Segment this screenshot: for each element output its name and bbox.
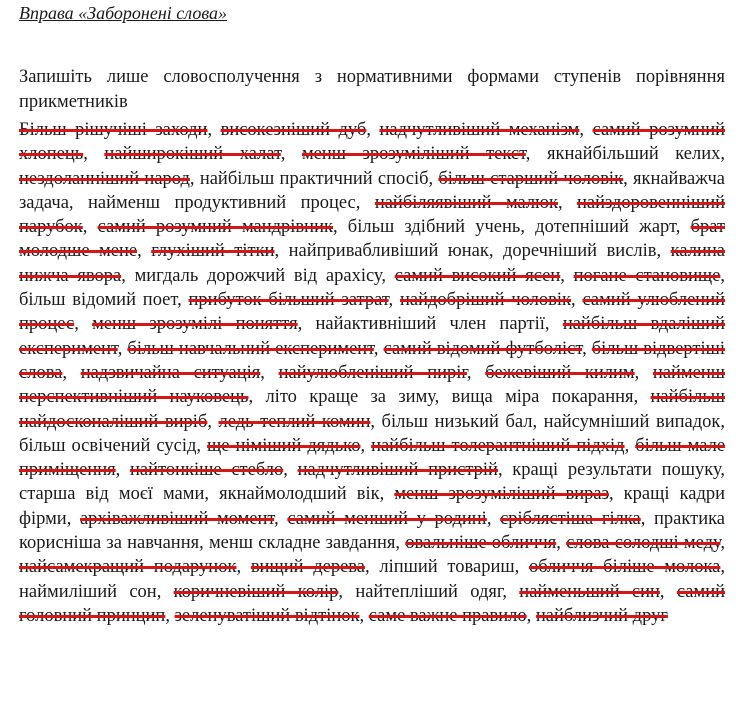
struck-phrase: ледь теплий комин: [218, 411, 371, 432]
struck-phrase: калина нижча явора: [19, 241, 725, 286]
struck-phrase: найтонкіше стебло: [130, 460, 284, 481]
struck-phrase: найздоровенніший парубок: [19, 192, 725, 238]
struck-phrase: самий розумний хлопець: [19, 120, 725, 165]
phrase: доречніший вислів: [503, 241, 657, 262]
phrase: дотепніший жарт: [535, 217, 676, 238]
struck-phrase: саме важне правило: [368, 605, 527, 626]
phrase: вища міра покарання: [451, 387, 634, 408]
phrase: більш низький бал: [381, 411, 533, 432]
struck-phrase: найбільш вдаліший експеримент: [19, 314, 726, 359]
struck-phrase: найулюбленіший пиріг: [278, 362, 467, 383]
struck-phrase: найбільш найдосконаліший виріб: [19, 387, 726, 432]
struck-phrase: більш старший чоловік: [438, 168, 624, 189]
phrase-list: Більш рішучіші заходи, високезніший дуб, надчутливіший механізм, самий розумний хлопець, найширокіший халат, менш зрозуміліший текст, якнайбільший келих, нездоланніший народ, найбільш практичний спосіб, більш старший чоловік, якнайважча задача, найменш продуктивний процес, найбіляявіший малюк, найздоровенніший парубок, самий розумний мандрівник, більш здібний учень, дотепніший жарт, брат молодше мене, глухіший тітки, найпривабливіший юнак, доречніший вислів, калина нижча явора, мигдаль дорожчий від арахісу, самий високий ясен, погане становище, більш відомий поет, прибуток більший затрат, найдобріший чоловік, самий улюблений процес, менш зрозумілі поняття, найактивніший член партії, найбільш вдаліший експеримент, більш навчальний експеримент, самий відомий футболіст, більш відвертіші слова, надзвичайна ситуація, найулюбленіший пиріг, бежевіший килим, найменш перспективніший науковець, літо краще за зиму, вища міра покарання, найбільш найдосконаліший виріб, ледь теплий комин, більш низький бал, найсумніший випадок, більш освічений сусід, ще німіший дядько, найбільш толерантніший підхід, більш мале приміщення, найтонкіше стебло, надчутливіший пристрій, кращі результати пошуку, старша від моєї мами, якнаймолодший вік, менш зрозуміліший вираз, кращі кадри фірми, архіважливіший момент, самий менший у родині, сріблястіша гілка, практика корисніша за навчання, менш складне завдання, овальніше обличчя, слова солодші меду, найсамекращий подарунок, вищий дерева, ліпший товариш, обличчя біліше молока, наймиліший сон, коричневіший колір, найтепліший одяг, найменьший син, самий головний принцип, зеленуватіший відтінок, саме важне правило, найблизчий друг: [19, 120, 726, 626]
phrase: найпривабливіший юнак: [288, 241, 489, 262]
struck-phrase: слова солодші меду: [566, 533, 721, 554]
struck-phrase: архіважливіший момент: [79, 508, 275, 529]
phrase: якнаймолодший вік: [219, 484, 380, 505]
struck-phrase: менш зрозуміліший вираз: [394, 484, 609, 505]
struck-phrase: найширокіший халат: [104, 144, 281, 165]
phrase: найтепліший одяг: [355, 581, 503, 602]
struck-phrase: самий головний принцип: [19, 581, 725, 626]
struck-phrase: найбільш толерантніший підхід: [371, 435, 625, 456]
struck-phrase: більш навчальний експеримент: [127, 338, 374, 359]
struck-phrase: обличчя біліше молока: [528, 557, 721, 578]
struck-phrase: менш зрозуміліший текст: [301, 144, 526, 165]
struck-phrase: надзвичайна ситуація: [80, 362, 261, 383]
exercise-title: Вправа «Заборонені слова»: [19, 3, 228, 23]
phrase: більш здібний учень: [347, 217, 521, 238]
struck-phrase: погане становище: [573, 265, 721, 286]
phrase: найсумніший випадок: [543, 411, 721, 432]
struck-phrase: самий улюблений процес: [19, 290, 726, 335]
phrase: найактивніший член партії: [315, 314, 545, 335]
phrase: найменш продуктивний процес: [87, 192, 356, 213]
struck-phrase: зеленуватіший відтінок: [174, 605, 360, 626]
phrase: мигдаль дорожчий від арахісу: [134, 265, 382, 286]
struck-phrase: глухіший тітки: [151, 241, 275, 262]
struck-phrase: надчутливіший механізм: [379, 120, 580, 140]
struck-phrase: найменьший син: [519, 581, 660, 602]
struck-phrase: ще німіший дядько: [207, 435, 361, 456]
struck-phrase: самий менший у родині: [287, 508, 487, 529]
struck-phrase: брат молодше мене: [19, 217, 726, 262]
phrase: ліпший товариш: [379, 557, 515, 578]
struck-phrase: сріблястіша гілка: [500, 508, 641, 529]
phrase: більш освічений сусід: [19, 435, 197, 456]
struck-phrase: нездоланніший народ: [19, 168, 190, 189]
phrase: якнайбільший келих: [546, 144, 721, 165]
struck-phrase: надчутливіший пристрій: [297, 460, 498, 481]
struck-phrase: самий високий ясен: [394, 265, 561, 286]
struck-phrase: менш зрозумілі поняття: [92, 314, 298, 335]
struck-phrase: коричневіший колір: [173, 581, 339, 602]
struck-phrase: найбіляявіший малюк: [374, 192, 558, 213]
struck-phrase: найблизчий друг: [535, 605, 668, 626]
phrase: кращі кадри фірми: [19, 484, 726, 529]
phrase: найбільш практичний спосіб: [199, 168, 429, 189]
struck-phrase: вищий дерева: [250, 557, 366, 578]
struck-phrase: високезніший дуб: [220, 120, 367, 140]
struck-phrase: найменш перспективніший науковець: [19, 362, 725, 408]
struck-phrase: овальніше обличчя: [405, 533, 557, 554]
phrase: наймиліший сон: [19, 581, 157, 602]
task-instruction: Запишіть лише словосполучення з нормативними формами ступенів порівняння прикметників: [19, 66, 725, 112]
phrase: якнайважча задача: [19, 168, 726, 213]
struck-phrase: прибуток більший затрат: [188, 290, 389, 311]
phrase: менш складне завдання: [208, 533, 396, 554]
struck-phrase: бежевіший килим: [485, 362, 635, 383]
struck-phrase: самий розумний мандрівник: [97, 217, 333, 238]
struck-phrase: самий відомий футболіст: [383, 338, 583, 359]
phrase: старша від моєї мами: [19, 484, 205, 505]
struck-phrase: більш мале приміщення: [19, 435, 726, 481]
phrase: практика корисніша за навчання: [19, 508, 726, 554]
struck-phrase: найдобріший чоловік: [400, 290, 571, 311]
phrase: більш відомий поет: [19, 290, 178, 311]
phrase: літо краще за зиму: [265, 387, 435, 408]
struck-phrase: Більш рішучіші заходи: [19, 120, 208, 140]
phrase: кращі результати пошуку: [512, 460, 721, 481]
struck-phrase: найсамекращий подарунок: [19, 557, 237, 578]
struck-phrase: більш відвертіші слова: [19, 338, 725, 383]
